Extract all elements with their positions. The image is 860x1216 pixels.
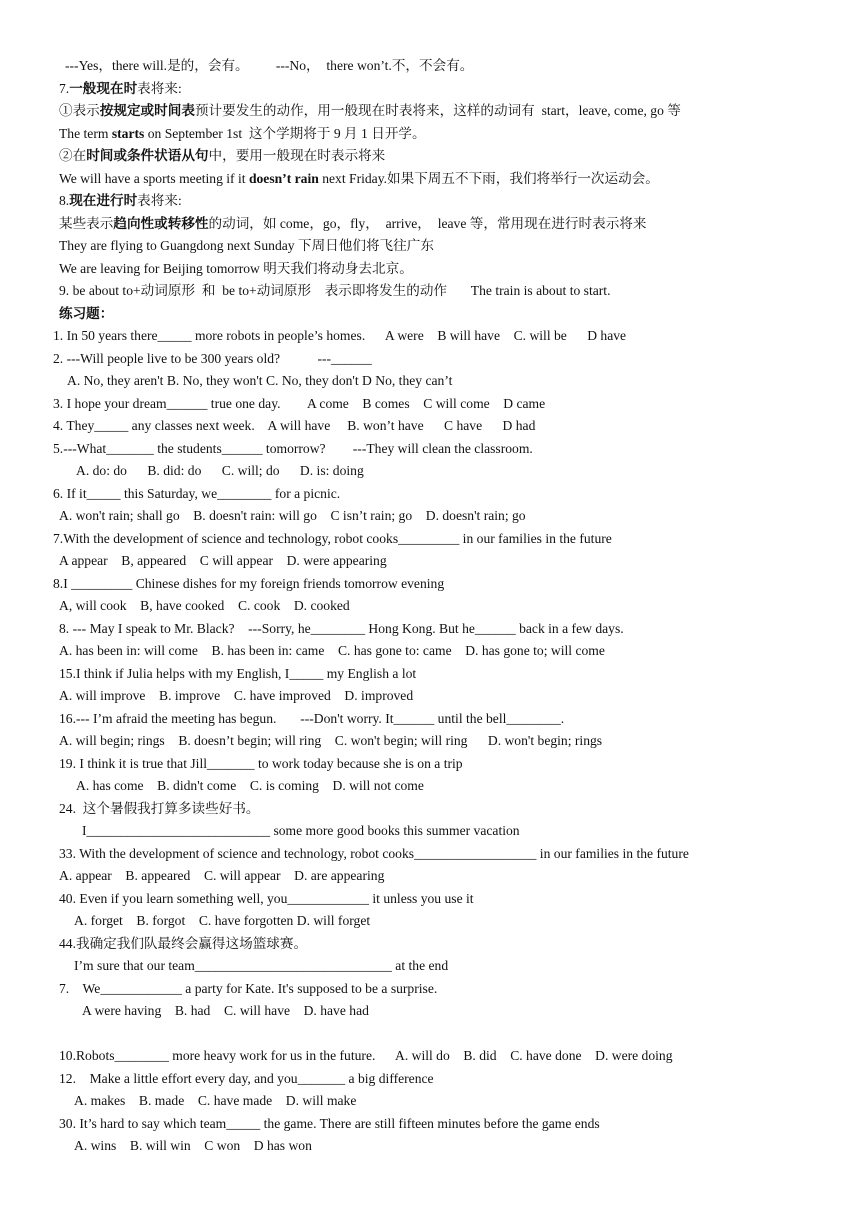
text-run: next Friday.如果下周五不下雨，我们将举行一次运动会。 bbox=[318, 170, 659, 186]
text-run: ---Yes，there will.是的，会有。 ---No， there won’t.不，不会有。 bbox=[65, 58, 474, 73]
text-run: 12. Make a little effort every day, and you_______ a big difference bbox=[59, 1070, 434, 1086]
text-line bbox=[0, 280, 860, 303]
text-line bbox=[0, 798, 860, 821]
text-line bbox=[0, 685, 860, 708]
text-run: A. makes B. made C. have made D. will make bbox=[74, 1093, 357, 1108]
text-run: I___________________________ some more good books this summer vacation bbox=[82, 823, 520, 838]
text-line bbox=[0, 438, 860, 461]
text-line bbox=[0, 1023, 860, 1046]
text-line bbox=[0, 370, 860, 393]
text-run: 3. I hope your dream______ true one day. A come B comes C will come D came bbox=[53, 395, 546, 411]
text-run: 2. ---Will people live to be 300 years old? ---______ bbox=[53, 350, 372, 366]
bold-text: starts bbox=[111, 125, 145, 141]
text-line bbox=[0, 1045, 860, 1068]
text-line bbox=[0, 123, 860, 146]
text-line bbox=[0, 528, 860, 551]
text-run: 5.---What_______ the students______ tomorrow? ---They will clean the classroom. bbox=[53, 440, 533, 456]
text-line bbox=[0, 865, 860, 888]
text-run: A. has come B. didn't come C. is coming D. will not come bbox=[76, 778, 424, 793]
text-line bbox=[0, 213, 860, 236]
text-line bbox=[0, 775, 860, 798]
bold-text: 一般现在时 bbox=[69, 80, 138, 96]
text-line bbox=[0, 1068, 860, 1091]
text-line bbox=[0, 730, 860, 753]
text-run: We will have a sports meeting if it bbox=[59, 170, 249, 186]
text-run: 4. They_____ any classes next week. A will have B. won’t have C have D had bbox=[53, 418, 536, 433]
bold-text: 按规定或时间表 bbox=[99, 103, 195, 118]
text-line bbox=[0, 820, 860, 843]
text-run: A. wins B. will win C won D has won bbox=[74, 1138, 312, 1153]
text-run: We are leaving for Beijing tomorrow 明天我们将动身去北京。 bbox=[59, 260, 413, 276]
text-line bbox=[0, 550, 860, 573]
text-run: A appear B, appeared C will appear D. were appearing bbox=[59, 553, 387, 568]
text-run: 16.--- I’m afraid the meeting has begun. ---Don't worry. It______ until the bell________. bbox=[59, 710, 565, 726]
text-line bbox=[0, 708, 860, 731]
text-line bbox=[0, 1113, 860, 1136]
text-run: 的动词，如 come，go，fly， arrive， leave 等，常用现在进行时表示将来 bbox=[208, 215, 647, 231]
text-line bbox=[0, 640, 860, 663]
text-run: 表将来: bbox=[137, 193, 182, 208]
text-run: 7. bbox=[59, 80, 70, 96]
text-run: A were having B. had C. will have D. have had bbox=[82, 1003, 369, 1018]
text-run: A. do: do B. did: do C. will; do D. is: doing bbox=[76, 463, 364, 478]
text-line bbox=[0, 573, 860, 596]
text-line bbox=[0, 1135, 860, 1158]
text-line bbox=[0, 483, 860, 506]
text-line bbox=[0, 190, 860, 213]
text-line bbox=[0, 100, 860, 123]
text-run: ②在 bbox=[59, 148, 87, 163]
text-run: on September 1st 这个学期将于 9 月 1 日开学。 bbox=[144, 125, 426, 141]
text-line bbox=[0, 1000, 860, 1023]
text-line bbox=[0, 460, 860, 483]
bold-text: doesn’t rain bbox=[248, 170, 319, 186]
text-run: I’m sure that our team_____________________________ at the end bbox=[74, 958, 449, 973]
text-line bbox=[0, 505, 860, 528]
bold-text: 现在进行时 bbox=[69, 193, 138, 208]
text-run: A. has been in: will come B. has been in: came C. has gone to: came D. has gone to; will come bbox=[59, 643, 605, 658]
text-run: 33. With the development of science and technology, robot cooks__________________ in our families in the future bbox=[59, 845, 689, 861]
text-run: 6. If it_____ this Saturday, we________ for a picnic. bbox=[53, 485, 341, 501]
text-run: 表将来: bbox=[137, 80, 182, 96]
text-run: 8. bbox=[59, 193, 70, 208]
text-line bbox=[0, 393, 860, 416]
text-run: They are flying to Guangdong next Sunday 下周日他们将飞往广东 bbox=[59, 238, 434, 253]
text-run: A. will begin; rings B. doesn’t begin; will ring C. won't begin; will ring D. won't begin; rings bbox=[59, 733, 603, 748]
text-run: 15.I think if Julia helps with my English, I_____ my English a lot bbox=[59, 665, 417, 681]
text-run: 某些表示 bbox=[59, 215, 114, 231]
text-run: A. forget B. forgot C. have forgotten D. will forget bbox=[74, 913, 371, 928]
text-run: A. won't rain; shall go B. doesn't rain: will go C isn’t rain; go D. doesn't rain; go bbox=[59, 508, 526, 523]
text-line bbox=[0, 955, 860, 978]
bold-text: 时间或条件状语从句 bbox=[86, 148, 209, 163]
text-run: 中，要用一般现在时表示将来 bbox=[208, 148, 386, 163]
bold-text: 练习题： bbox=[59, 305, 114, 321]
text-run: 30. It’s hard to say which team_____ the game. There are still fifteen minutes before the game ends bbox=[59, 1115, 600, 1131]
text-line bbox=[0, 978, 860, 1001]
text-line bbox=[0, 235, 860, 258]
text-line bbox=[0, 55, 860, 78]
text-run: The term bbox=[59, 125, 112, 141]
text-line bbox=[0, 595, 860, 618]
text-line bbox=[0, 145, 860, 168]
text-run: 24. 这个暑假我打算多读些好书。 bbox=[59, 800, 260, 816]
text-line bbox=[0, 415, 860, 438]
text-run: 10.Robots________ more heavy work for us in the future. A. will do B. did C. have done D. were doing bbox=[59, 1048, 673, 1063]
text-line bbox=[0, 168, 860, 191]
text-run: 9. be about to+动词原形 和 be to+动词原形 表示即将发生的动作 The train is about to start. bbox=[59, 283, 611, 298]
text-line bbox=[0, 843, 860, 866]
text-line bbox=[0, 933, 860, 956]
text-line bbox=[0, 258, 860, 281]
text-run: ①表示 bbox=[59, 103, 100, 118]
text-run: 8. --- May I speak to Mr. Black? ---Sorry, he________ Hong Kong. But he______ back in a few days. bbox=[59, 620, 624, 636]
bold-text: 趋向性或转移性 bbox=[113, 215, 209, 231]
text-run: 7.With the development of science and technology, robot cooks_________ in our families in the future bbox=[53, 530, 612, 546]
text-line bbox=[0, 303, 860, 326]
text-run: 1. In 50 years there_____ more robots in people’s homes. A were B will have C. will be D have bbox=[53, 328, 627, 343]
document-page bbox=[0, 55, 860, 1158]
text-run: 预计要发生的动作，用一般现在时表将来，这样的动词有 start，leave, come, go 等 bbox=[194, 103, 681, 118]
text-line bbox=[0, 325, 860, 348]
text-run: 19. I think it is true that Jill_______ to work today because she is on a trip bbox=[59, 755, 463, 771]
text-run: 40. Even if you learn something well, you____________ it unless you use it bbox=[59, 890, 474, 906]
text-run: A, will cook B, have cooked C. cook D. cooked bbox=[59, 598, 350, 613]
text-run: A. appear B. appeared C. will appear D. are appearing bbox=[59, 868, 385, 883]
text-line bbox=[0, 618, 860, 641]
text-line bbox=[0, 753, 860, 776]
text-line bbox=[0, 78, 860, 101]
text-line bbox=[0, 910, 860, 933]
text-line bbox=[0, 663, 860, 686]
text-line bbox=[0, 888, 860, 911]
text-line bbox=[0, 1090, 860, 1113]
text-run: 7. We____________ a party for Kate. It's supposed to be a surprise. bbox=[59, 980, 438, 996]
text-run: 8.I _________ Chinese dishes for my foreign friends tomorrow evening bbox=[53, 575, 445, 591]
text-run: A. No, they aren't B. No, they won't C. No, they don't D No, they can’t bbox=[67, 373, 453, 388]
text-run: A. will improve B. improve C. have improved D. improved bbox=[59, 688, 414, 703]
text-line bbox=[0, 348, 860, 371]
text-run: 44.我确定我们队最终会赢得这场篮球赛。 bbox=[59, 935, 308, 951]
